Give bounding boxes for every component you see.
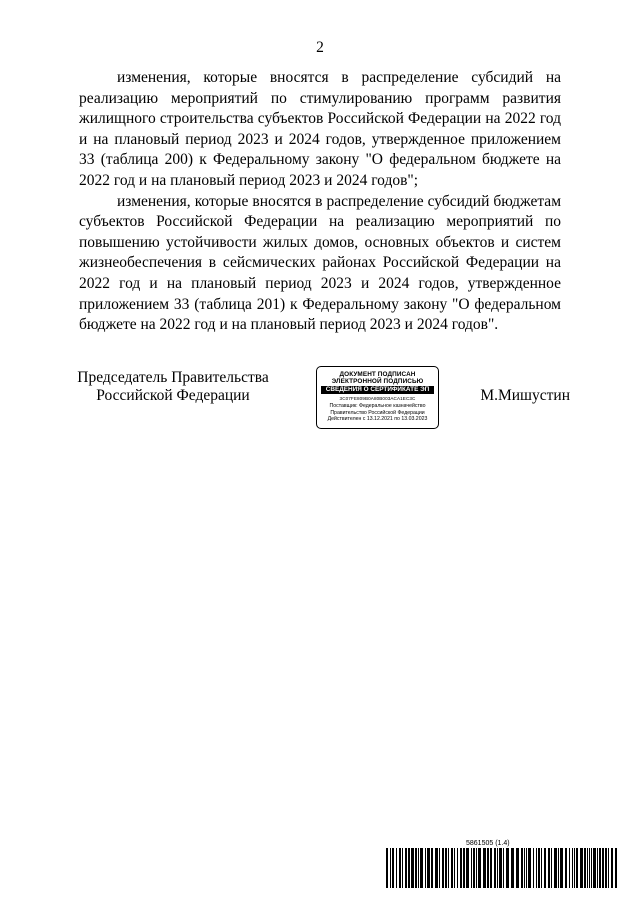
stamp-line-2: ЭЛЕКТРОННОЙ ПОДПИСЬЮ	[331, 378, 424, 386]
stamp-line-1: ДОКУМЕНТ ПОДПИСАН	[339, 371, 416, 378]
stamp-serial: 3C07FE809B0A80B003ACA1EC3C	[339, 396, 416, 402]
document-code: 5861505 (1.4)	[466, 840, 510, 847]
signer-title-line-1: Председатель Правительства	[77, 369, 269, 386]
signer-title	[58, 369, 288, 405]
paragraph-2: изменения, которые вносятся в распределение субсидий бюджетам субъектов Российской Федерации на реализацию мероприятий по повышению устойчивости жилых домов, основных объектов и систем жизнеобеспечения в сейсмических районах Российской Федерации на 2022 год и на плановый период 2023 и 2024 годов, утвержденное приложением 33 (таблица 201) к Федеральному закону "О федеральном бюджете на 2022 год и на плановый период 2023 и 2024 годов".	[79, 192, 561, 334]
stamp-owner: Правительство Российской Федерации	[330, 409, 425, 416]
signer-title-line-2: Российской Федерации	[96, 387, 250, 404]
document-body	[79, 68, 561, 336]
page-number: 2	[316, 39, 324, 56]
signer-name: М.Мишустин	[480, 387, 570, 404]
paragraph-1: изменения, которые вносятся в распределение субсидий на реализацию мероприятий по стимулированию программ развития жилищного строительства субъектов Российской Федерации на 2022 год и на плановый период 2023 и 2024 годов, утвержденное приложением 33 (таблица 200) к Федеральному закону "О федеральном бюджете на 2022 год и на плановый период 2023 и 2024 годов";	[79, 69, 561, 189]
stamp-certificate-band: СВЕДЕНИЯ О СЕРТИФИКАТЕ ЭП	[321, 386, 434, 394]
barcode-icon	[386, 848, 620, 888]
stamp-issuer: Поставщик: Федеральное казначейство	[329, 403, 426, 410]
stamp-validity: Действителен с 13.12.2021 по 13.03.2023	[327, 416, 428, 423]
electronic-signature-stamp	[316, 366, 439, 429]
